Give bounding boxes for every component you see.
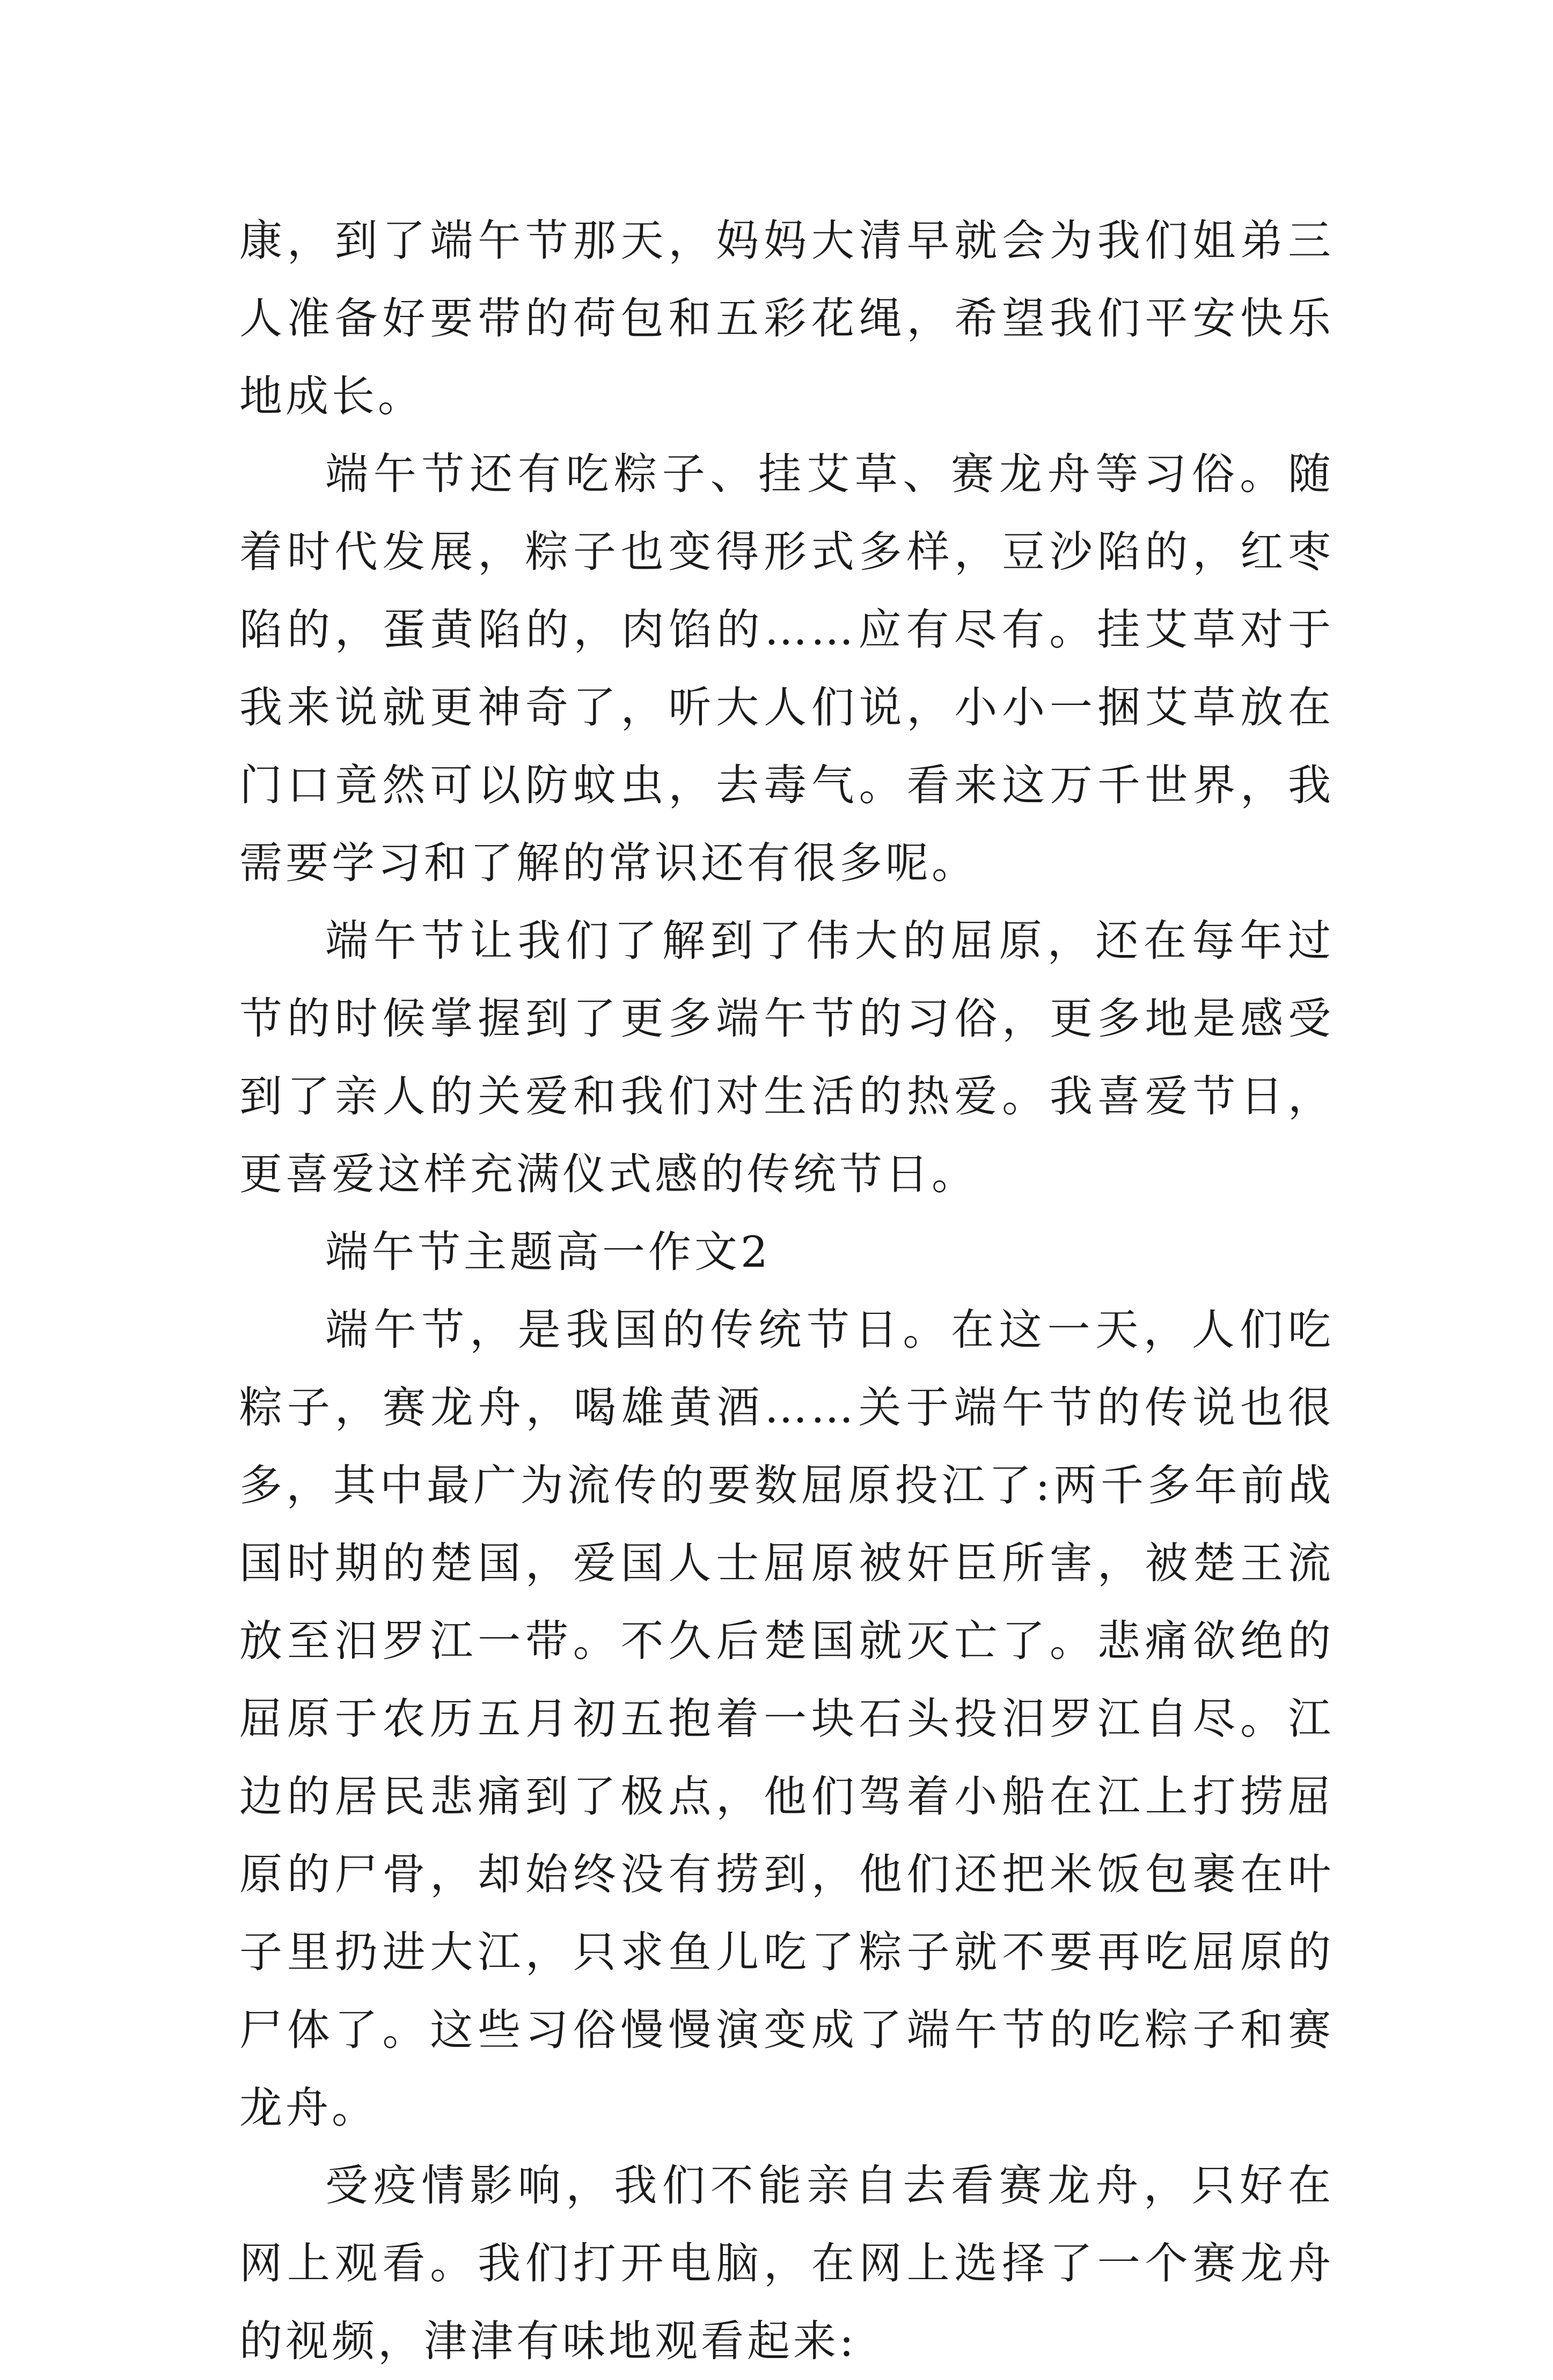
- paragraph-watching: 受疫情影响，我们不能亲自去看赛龙舟，只好在网上观看。我们打开电脑，在网上选择了一个赛龙舟的视频，津津有味地观看起来:: [239, 2161, 1334, 2366]
- paragraph-conclusion: 端午节让我们了解到了伟大的屈原，还在每年过节的时候掌握到了更多端午节的习俗，更多地是感受到了亲人的关爱和我们对生活的热爱。我喜爱节日，更喜爱这样充满仪式感的传统节日。: [239, 916, 1334, 1199]
- article-body: [239, 202, 1334, 2380]
- essay-heading: 端午节主题高一作文2: [325, 1227, 771, 1277]
- paragraph-customs: 端午节还有吃粽子、挂艾草、赛龙舟等习俗。随着时代发展，粽子也变得形式多样，豆沙陷的，红枣陷的，蛋黄陷的，肉馅的……应有尽有。挂艾草对于我来说就更神奇了，听大人们说，小小一捆艾草放在门口竟然可以防蚊虫，去毒气。看来这万千世界，我需要学习和了解的常识还有很多呢。: [239, 449, 1334, 888]
- paragraph-continuation: 康，到了端午节那天，妈妈大清早就会为我们姐弟三人准备好要带的荷包和五彩花绳，希望我们平安快乐地成长。: [239, 216, 1334, 421]
- paragraph-legend: 端午节，是我国的传统节日。在这一天，人们吃粽子，赛龙舟，喝雄黄酒……关于端午节的传说也很多，其中最广为流传的要数屈原投江了:两千多年前战国时期的楚国，爱国人士屈原被奸臣所害，被楚王流放至汨罗江一带。不久后楚国就灭亡了。悲痛欲绝的屈原于农历五月初五抱着一块石头投汨罗江自尽。江边的居民悲痛到了极点，他们驾着小船在江上打捞屈原的尸骨，却始终没有捞到，他们还把米饭包裹在叶子里扔进大江，只求鱼儿吃了粽子就不要再吃屈原的尸体了。这些习俗慢慢演变成了端午节的吃粽子和赛龙舟。: [239, 1305, 1334, 2133]
